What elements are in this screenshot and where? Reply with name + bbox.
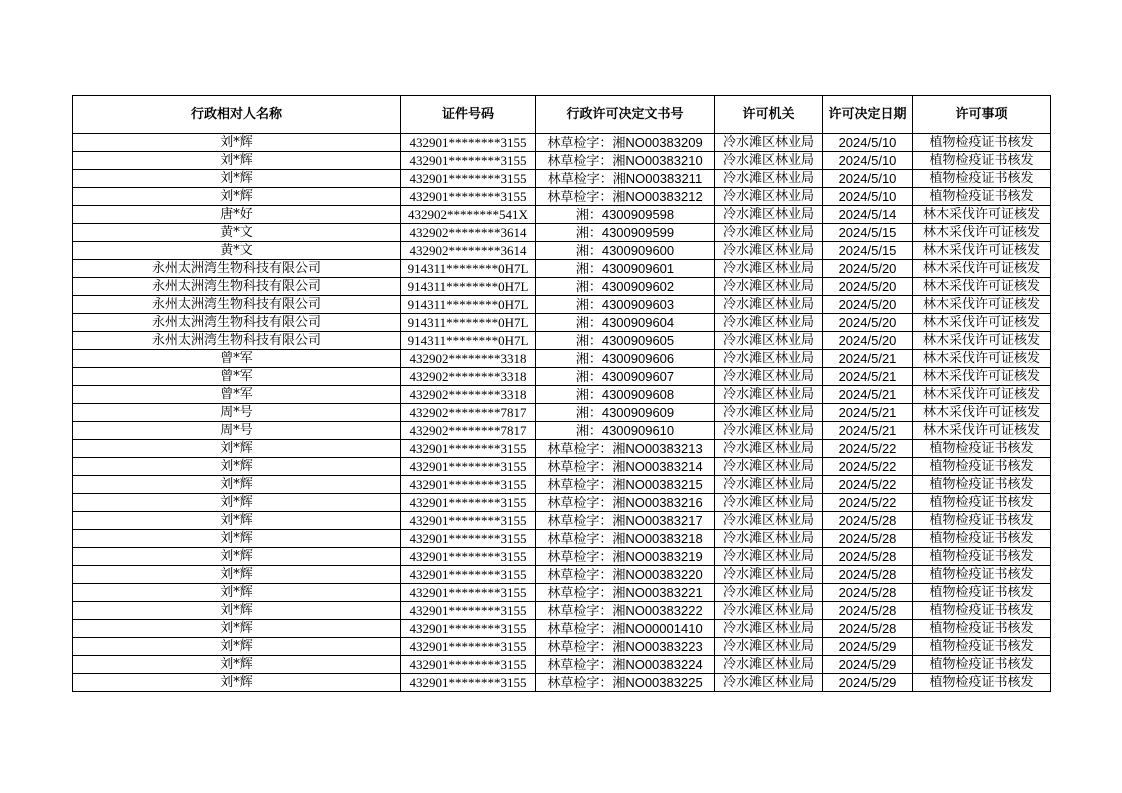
cell-id: 914311********0H7L: [401, 278, 536, 296]
cell-authority: 冷水滩区林业局: [715, 188, 823, 206]
header-id: 证件号码: [401, 96, 536, 134]
cell-date: 2024/5/21: [823, 386, 913, 404]
cell-authority: 冷水滩区林业局: [715, 404, 823, 422]
cell-item: 植物检疫证书核发: [913, 440, 1051, 458]
table-row: [73, 512, 1051, 530]
cell-item: 植物检疫证书核发: [913, 494, 1051, 512]
cell-date: 2024/5/29: [823, 656, 913, 674]
cell-name: 刘*辉: [73, 674, 401, 692]
table-row: [73, 530, 1051, 548]
cell-name: 永州太洲湾生物科技有限公司: [73, 260, 401, 278]
cell-doc-no: 林草检字：湘NO00383225: [536, 674, 715, 692]
cell-id: 432901********3155: [401, 170, 536, 188]
cell-item: 植物检疫证书核发: [913, 638, 1051, 656]
cell-item: 植物检疫证书核发: [913, 602, 1051, 620]
table-row: [73, 170, 1051, 188]
cell-item: 植物检疫证书核发: [913, 566, 1051, 584]
cell-id: 432901********3155: [401, 620, 536, 638]
cell-doc-no: 林草检字：湘NO00383209: [536, 134, 715, 152]
table-row: [73, 584, 1051, 602]
table-row: [73, 548, 1051, 566]
header-name: 行政相对人名称: [73, 96, 401, 134]
cell-item: 植物检疫证书核发: [913, 674, 1051, 692]
cell-item: 林木采伐许可证核发: [913, 368, 1051, 386]
cell-date: 2024/5/22: [823, 458, 913, 476]
cell-authority: 冷水滩区林业局: [715, 512, 823, 530]
table-row: [73, 260, 1051, 278]
table-row: [73, 458, 1051, 476]
cell-id: 432901********3155: [401, 602, 536, 620]
cell-name: 刘*辉: [73, 440, 401, 458]
cell-date: 2024/5/22: [823, 440, 913, 458]
cell-id: 914311********0H7L: [401, 260, 536, 278]
cell-name: 曾*军: [73, 368, 401, 386]
cell-doc-no: 林草检字：湘NO00383219: [536, 548, 715, 566]
cell-date: 2024/5/22: [823, 476, 913, 494]
table-row: [73, 620, 1051, 638]
table-row: [73, 494, 1051, 512]
cell-authority: 冷水滩区林业局: [715, 494, 823, 512]
cell-authority: 冷水滩区林业局: [715, 620, 823, 638]
cell-name: 刘*辉: [73, 170, 401, 188]
cell-id: 432902********3614: [401, 242, 536, 260]
cell-doc-no: 林草检字：湘NO00383224: [536, 656, 715, 674]
cell-doc-no: 林草检字：湘NO00383223: [536, 638, 715, 656]
cell-name: 曾*军: [73, 386, 401, 404]
cell-name: 黄*文: [73, 242, 401, 260]
header-doc-no: 行政许可决定文书号: [536, 96, 715, 134]
cell-date: 2024/5/15: [823, 242, 913, 260]
cell-name: 刘*辉: [73, 620, 401, 638]
cell-doc-no: 林草检字：湘NO00383216: [536, 494, 715, 512]
cell-authority: 冷水滩区林业局: [715, 368, 823, 386]
table-header: [73, 96, 1051, 134]
cell-item: 林木采伐许可证核发: [913, 224, 1051, 242]
cell-authority: 冷水滩区林业局: [715, 386, 823, 404]
cell-item: 植物检疫证书核发: [913, 458, 1051, 476]
cell-id: 914311********0H7L: [401, 296, 536, 314]
cell-doc-no: 湘：4300909598: [536, 206, 715, 224]
cell-authority: 冷水滩区林业局: [715, 476, 823, 494]
cell-item: 林木采伐许可证核发: [913, 386, 1051, 404]
cell-date: 2024/5/28: [823, 584, 913, 602]
cell-authority: 冷水滩区林业局: [715, 656, 823, 674]
cell-date: 2024/5/22: [823, 494, 913, 512]
cell-date: 2024/5/28: [823, 620, 913, 638]
cell-authority: 冷水滩区林业局: [715, 458, 823, 476]
table-row: [73, 224, 1051, 242]
cell-name: 永州太洲湾生物科技有限公司: [73, 278, 401, 296]
cell-id: 432902********3318: [401, 386, 536, 404]
cell-authority: 冷水滩区林业局: [715, 314, 823, 332]
cell-name: 曾*军: [73, 350, 401, 368]
cell-date: 2024/5/21: [823, 422, 913, 440]
cell-id: 432901********3155: [401, 494, 536, 512]
cell-item: 林木采伐许可证核发: [913, 422, 1051, 440]
cell-id: 432901********3155: [401, 458, 536, 476]
cell-doc-no: 林草检字：湘NO00383222: [536, 602, 715, 620]
table-row: [73, 638, 1051, 656]
cell-item: 林木采伐许可证核发: [913, 296, 1051, 314]
cell-authority: 冷水滩区林业局: [715, 242, 823, 260]
cell-name: 周*号: [73, 404, 401, 422]
cell-doc-no: 林草检字：湘NO00383215: [536, 476, 715, 494]
cell-date: 2024/5/21: [823, 350, 913, 368]
cell-name: 永州太洲湾生物科技有限公司: [73, 332, 401, 350]
cell-authority: 冷水滩区林业局: [715, 440, 823, 458]
cell-authority: 冷水滩区林业局: [715, 422, 823, 440]
cell-item: 林木采伐许可证核发: [913, 332, 1051, 350]
cell-id: 432902********541X: [401, 206, 536, 224]
cell-item: 植物检疫证书核发: [913, 512, 1051, 530]
cell-authority: 冷水滩区林业局: [715, 638, 823, 656]
cell-id: 432901********3155: [401, 566, 536, 584]
cell-authority: 冷水滩区林业局: [715, 134, 823, 152]
cell-id: 914311********0H7L: [401, 332, 536, 350]
cell-id: 432901********3155: [401, 530, 536, 548]
cell-id: 432901********3155: [401, 512, 536, 530]
cell-name: 黄*文: [73, 224, 401, 242]
cell-date: 2024/5/20: [823, 332, 913, 350]
cell-authority: 冷水滩区林业局: [715, 152, 823, 170]
cell-date: 2024/5/20: [823, 296, 913, 314]
cell-name: 刘*辉: [73, 152, 401, 170]
cell-doc-no: 林草检字：湘NO00001410: [536, 620, 715, 638]
table-row: [73, 368, 1051, 386]
cell-id: 432902********3318: [401, 350, 536, 368]
cell-name: 永州太洲湾生物科技有限公司: [73, 296, 401, 314]
table-row: [73, 242, 1051, 260]
cell-id: 432902********3318: [401, 368, 536, 386]
cell-authority: 冷水滩区林业局: [715, 170, 823, 188]
cell-authority: 冷水滩区林业局: [715, 674, 823, 692]
cell-id: 432901********3155: [401, 440, 536, 458]
cell-date: 2024/5/14: [823, 206, 913, 224]
table-row: [73, 602, 1051, 620]
table-row: [73, 350, 1051, 368]
cell-doc-no: 林草检字：湘NO00383218: [536, 530, 715, 548]
cell-name: 刘*辉: [73, 494, 401, 512]
cell-doc-no: 湘：4300909601: [536, 260, 715, 278]
cell-doc-no: 林草检字：湘NO00383214: [536, 458, 715, 476]
cell-authority: 冷水滩区林业局: [715, 296, 823, 314]
cell-authority: 冷水滩区林业局: [715, 260, 823, 278]
table-row: [73, 656, 1051, 674]
cell-item: 植物检疫证书核发: [913, 152, 1051, 170]
cell-name: 刘*辉: [73, 188, 401, 206]
cell-doc-no: 湘：4300909609: [536, 404, 715, 422]
cell-date: 2024/5/20: [823, 278, 913, 296]
table-row: [73, 296, 1051, 314]
cell-doc-no: 湘：4300909600: [536, 242, 715, 260]
cell-item: 植物检疫证书核发: [913, 656, 1051, 674]
cell-item: 林木采伐许可证核发: [913, 260, 1051, 278]
permits-table: [72, 95, 1051, 692]
cell-name: 刘*辉: [73, 638, 401, 656]
table-row: [73, 134, 1051, 152]
cell-name: 刘*辉: [73, 566, 401, 584]
cell-date: 2024/5/29: [823, 638, 913, 656]
cell-id: 432901********3155: [401, 584, 536, 602]
cell-doc-no: 湘：4300909603: [536, 296, 715, 314]
cell-doc-no: 湘：4300909607: [536, 368, 715, 386]
cell-doc-no: 林草检字：湘NO00383212: [536, 188, 715, 206]
cell-date: 2024/5/10: [823, 170, 913, 188]
table-row: [73, 386, 1051, 404]
cell-doc-no: 林草检字：湘NO00383220: [536, 566, 715, 584]
cell-doc-no: 湘：4300909604: [536, 314, 715, 332]
cell-doc-no: 湘：4300909605: [536, 332, 715, 350]
cell-authority: 冷水滩区林业局: [715, 548, 823, 566]
cell-authority: 冷水滩区林业局: [715, 206, 823, 224]
cell-name: 刘*辉: [73, 602, 401, 620]
cell-name: 刘*辉: [73, 548, 401, 566]
cell-date: 2024/5/10: [823, 152, 913, 170]
table-row: [73, 206, 1051, 224]
table-body: [73, 134, 1051, 692]
cell-doc-no: 林草检字：湘NO00383211: [536, 170, 715, 188]
cell-doc-no: 湘：4300909606: [536, 350, 715, 368]
cell-item: 植物检疫证书核发: [913, 548, 1051, 566]
cell-authority: 冷水滩区林业局: [715, 530, 823, 548]
cell-authority: 冷水滩区林业局: [715, 566, 823, 584]
table-row: [73, 332, 1051, 350]
cell-id: 432901********3155: [401, 548, 536, 566]
cell-name: 永州太洲湾生物科技有限公司: [73, 314, 401, 332]
cell-date: 2024/5/10: [823, 134, 913, 152]
table-row: [73, 476, 1051, 494]
cell-id: 432901********3155: [401, 188, 536, 206]
table-row: [73, 188, 1051, 206]
cell-doc-no: 林草检字：湘NO00383213: [536, 440, 715, 458]
cell-id: 432901********3155: [401, 656, 536, 674]
table-row: [73, 278, 1051, 296]
cell-authority: 冷水滩区林业局: [715, 332, 823, 350]
cell-item: 林木采伐许可证核发: [913, 404, 1051, 422]
cell-date: 2024/5/10: [823, 188, 913, 206]
table-row: [73, 674, 1051, 692]
cell-date: 2024/5/28: [823, 548, 913, 566]
cell-item: 植物检疫证书核发: [913, 620, 1051, 638]
cell-item: 林木采伐许可证核发: [913, 242, 1051, 260]
cell-name: 刘*辉: [73, 656, 401, 674]
cell-name: 刘*辉: [73, 584, 401, 602]
cell-name: 刘*辉: [73, 476, 401, 494]
cell-id: 432901********3155: [401, 476, 536, 494]
cell-id: 432902********7817: [401, 404, 536, 422]
cell-authority: 冷水滩区林业局: [715, 584, 823, 602]
cell-date: 2024/5/21: [823, 404, 913, 422]
cell-authority: 冷水滩区林业局: [715, 278, 823, 296]
cell-name: 刘*辉: [73, 530, 401, 548]
header-row: [73, 96, 1051, 134]
cell-id: 914311********0H7L: [401, 314, 536, 332]
cell-item: 植物检疫证书核发: [913, 476, 1051, 494]
cell-doc-no: 林草检字：湘NO00383210: [536, 152, 715, 170]
table-row: [73, 152, 1051, 170]
cell-item: 植物检疫证书核发: [913, 530, 1051, 548]
cell-doc-no: 湘：4300909599: [536, 224, 715, 242]
table-row: [73, 314, 1051, 332]
cell-date: 2024/5/28: [823, 602, 913, 620]
cell-authority: 冷水滩区林业局: [715, 224, 823, 242]
cell-date: 2024/5/28: [823, 530, 913, 548]
cell-name: 刘*辉: [73, 134, 401, 152]
cell-authority: 冷水滩区林业局: [715, 350, 823, 368]
cell-name: 刘*辉: [73, 458, 401, 476]
cell-authority: 冷水滩区林业局: [715, 602, 823, 620]
cell-date: 2024/5/29: [823, 674, 913, 692]
cell-item: 林木采伐许可证核发: [913, 206, 1051, 224]
table-row: [73, 440, 1051, 458]
cell-id: 432901********3155: [401, 638, 536, 656]
cell-doc-no: 湘：4300909608: [536, 386, 715, 404]
header-date: 许可决定日期: [823, 96, 913, 134]
table-row: [73, 404, 1051, 422]
cell-item: 林木采伐许可证核发: [913, 314, 1051, 332]
cell-item: 植物检疫证书核发: [913, 134, 1051, 152]
cell-date: 2024/5/15: [823, 224, 913, 242]
cell-id: 432902********7817: [401, 422, 536, 440]
cell-doc-no: 湘：4300909610: [536, 422, 715, 440]
cell-doc-no: 林草检字：湘NO00383221: [536, 584, 715, 602]
cell-item: 植物检疫证书核发: [913, 188, 1051, 206]
header-authority: 许可机关: [715, 96, 823, 134]
cell-doc-no: 林草检字：湘NO00383217: [536, 512, 715, 530]
table-row: [73, 566, 1051, 584]
cell-id: 432902********3614: [401, 224, 536, 242]
cell-name: 唐*好: [73, 206, 401, 224]
cell-item: 林木采伐许可证核发: [913, 350, 1051, 368]
header-item: 许可事项: [913, 96, 1051, 134]
cell-date: 2024/5/21: [823, 368, 913, 386]
cell-id: 432901********3155: [401, 134, 536, 152]
cell-name: 刘*辉: [73, 512, 401, 530]
cell-id: 432901********3155: [401, 674, 536, 692]
cell-id: 432901********3155: [401, 152, 536, 170]
cell-item: 植物检疫证书核发: [913, 170, 1051, 188]
cell-date: 2024/5/20: [823, 260, 913, 278]
cell-date: 2024/5/28: [823, 566, 913, 584]
cell-doc-no: 湘：4300909602: [536, 278, 715, 296]
table-row: [73, 422, 1051, 440]
cell-item: 林木采伐许可证核发: [913, 278, 1051, 296]
cell-date: 2024/5/28: [823, 512, 913, 530]
cell-date: 2024/5/20: [823, 314, 913, 332]
cell-item: 植物检疫证书核发: [913, 584, 1051, 602]
cell-name: 周*号: [73, 422, 401, 440]
